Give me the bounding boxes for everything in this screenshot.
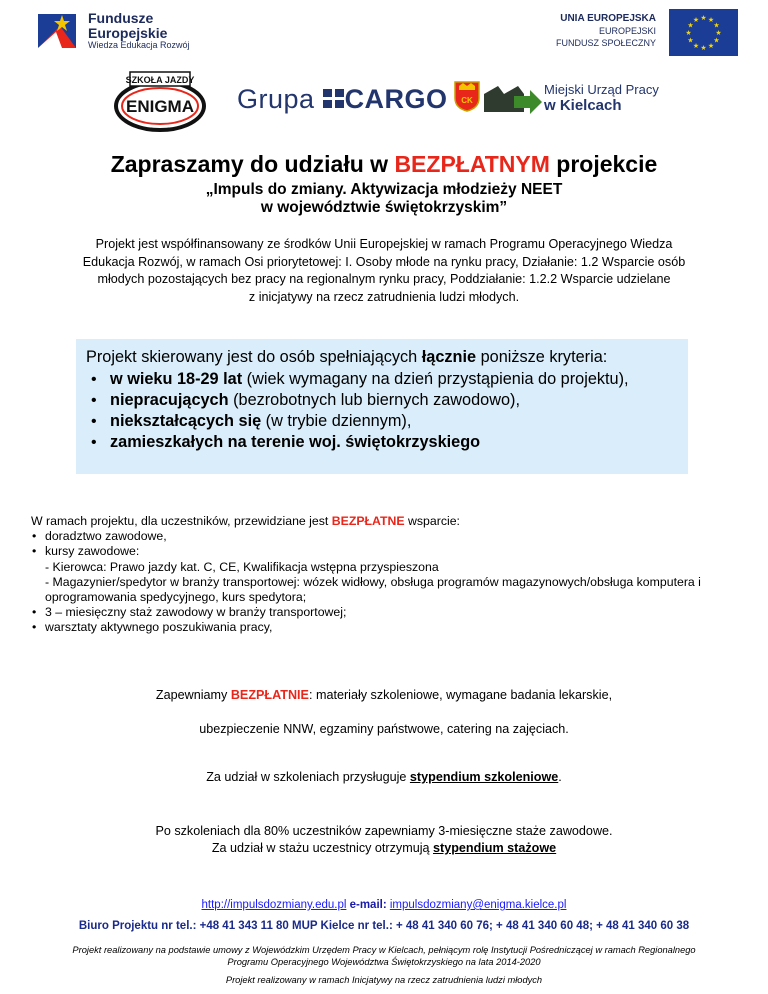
eu-star-icon: ★	[713, 37, 720, 45]
cargo-logo	[237, 84, 448, 115]
criteria-item-rest: (bezrobotnych lub biernych zawodowo),	[228, 391, 520, 409]
internship-line2a: Za udział w stażu uczestnicy otrzymują	[211, 841, 433, 855]
stipend-line	[0, 770, 768, 784]
footer-note	[0, 944, 768, 968]
criteria-lead-b: poniższe kryteria:	[476, 348, 608, 366]
ue-line3: FUNDUSZ SPOŁECZNY	[555, 38, 656, 48]
stipend-underlined: stypendium szkoleniowe	[409, 770, 559, 784]
criteria-item	[76, 432, 676, 453]
intro-line: Projekt jest współfinansowany ze środków Unii Europejskiej w ramach Programu Operacyjnego Wiedza	[95, 237, 673, 251]
eu-star-icon: ★	[700, 15, 707, 22]
support-section	[31, 514, 751, 636]
eu-star-icon: ★	[707, 17, 715, 24]
support-item: • doradztwo zawodowe,	[31, 529, 751, 544]
ck-text: CK	[461, 96, 473, 105]
title-part2: projekcie	[549, 151, 658, 177]
email-link[interactable]: impulsdozmiany@enigma.kielce.pl	[389, 899, 567, 911]
eu-star-icon: ★	[692, 43, 700, 50]
ue-line1: UNIA EUROPEJSKA	[560, 13, 656, 24]
enigma-name-text: ENIGMA	[126, 97, 194, 116]
support-lead-red: BEZPŁATNE	[331, 514, 405, 528]
subtitle-line2: w województwie świętokrzyskim”	[260, 199, 508, 216]
eu-star-icon: ★	[715, 30, 722, 37]
title-part1: Zapraszamy do udziału w	[110, 151, 395, 177]
criteria-lead-a: Projekt skierowany jest do osób spełniających	[86, 348, 422, 366]
intro-line: Edukacja Rozwój, w ramach Osi priorytetowej: I. Osoby młode na rynku pracy, Działanie: 1.2 Wsparcie osób	[82, 254, 686, 269]
fe-line2: Europejskie	[88, 25, 168, 41]
intro-line: z inicjatywy na rzecz zatrudnienia ludzi młodych.	[248, 289, 520, 304]
support-item: • 3 – miesięczny staż zawodowy w branży transportowej;	[31, 605, 751, 620]
page-title	[0, 151, 768, 178]
project-subtitle	[0, 181, 768, 217]
email-label: e-mail:	[346, 899, 390, 911]
eu-star-icon: ★	[687, 22, 694, 30]
criteria-item-rest: (w trybie dziennym),	[261, 412, 412, 430]
footer-initiative: Projekt realizowany w ramach Inicjatywy na rzecz zatrudnienia ludzi młodych	[225, 975, 543, 985]
eu-star-icon: ★	[700, 45, 707, 52]
title-highlight: BEZPŁATNYM	[394, 151, 550, 177]
mup-line2: w Kielcach	[544, 97, 622, 114]
intro-paragraph	[0, 236, 768, 306]
eu-star-icon: ★	[707, 43, 715, 50]
footer-line1: Projekt realizowany na podstawie umowy z Wojewódzkim Urzędem Pracy w Kielcach, pełniącym rolę Instytucji Pośredniczącej w ramach Regionalnego	[72, 945, 696, 955]
criteria-lead-bold: łącznie	[421, 348, 477, 366]
eu-star-icon: ★	[687, 37, 694, 45]
internship-line1: Po szkoleniach dla 80% uczestników zapewniamy 3-miesięczne staże zawodowe.	[155, 824, 613, 838]
eu-star-icon: ★	[713, 22, 720, 30]
ue-text	[556, 12, 656, 49]
mup-text	[544, 82, 659, 114]
ue-line2: EUROPEJSKI	[598, 26, 656, 36]
stipend-a: Za udział w szkoleniach przysługuje	[206, 770, 410, 784]
guarantee-a: Zapewniamy	[155, 688, 231, 702]
phone-numbers: Biuro Projektu nr tel.: +48 41 343 11 80 MUP Kielce nr tel.: + 48 41 340 60 76; + 48 41 340 60 48; + 48 41 340 60 38	[78, 920, 690, 932]
support-subitem: - Magazynier/spedytor w branży transportowej: wózek widłowy, obsługa programów magazynowych/obsługa komputera i oprogramowania spedycyjnego, kurs spedytora;	[45, 574, 701, 605]
cargo-prefix: Grupa	[237, 84, 315, 114]
eu-flag-icon	[669, 9, 738, 56]
support-lead	[31, 514, 751, 529]
criteria-item-bold: niepracujących	[110, 391, 229, 409]
support-lead-b: wsparcie:	[404, 514, 460, 528]
eu-star-icon: ★	[685, 30, 692, 37]
criteria-item	[76, 369, 676, 390]
support-subitem: - Kierowca: Prawo jazdy kat. C, CE, Kwalifikacja wstępna przyspieszona	[45, 559, 439, 574]
guarantee-line1	[0, 688, 768, 702]
support-item: • kursy zawodowe:	[31, 544, 751, 559]
internship-paragraph	[0, 823, 768, 857]
enigma-top-text: SZKOŁA JAZDY	[125, 75, 195, 85]
criteria-item	[76, 411, 676, 432]
guarantee-red: BEZPŁATNIE	[230, 688, 309, 702]
support-item: • warsztaty aktywnego poszukiwania pracy,	[31, 620, 751, 635]
mup-line1: Miejski Urząd Pracy	[544, 82, 659, 97]
cargo-name: CARGO	[344, 84, 448, 114]
intro-line: młodych pozostających bez pracy na regionalnym rynku pracy, Poddziałanie: 1.2.2 Wsparcie udzielane	[97, 272, 671, 286]
contact-line	[0, 899, 768, 911]
cargo-grid-icon	[323, 89, 345, 109]
criteria-item-bold: zamieszkałych na terenie woj. świętokrzyskiego	[110, 433, 481, 451]
criteria-list	[76, 369, 676, 453]
eu-star-icon: ★	[692, 17, 700, 24]
guarantee-line2: ubezpieczenie NNW, egzaminy państwowe, catering na zajęciach.	[199, 722, 569, 736]
kielce-crest-icon	[454, 80, 480, 112]
criteria-item-bold: w wieku 18-29 lat	[110, 370, 243, 388]
criteria-item-bold: niekształcących się	[110, 412, 262, 430]
criteria-item	[76, 390, 676, 411]
support-lead-a: W ramach projektu, dla uczestników, przewidziane jest	[31, 514, 332, 528]
website-link[interactable]: http://impulsdozmiany.edu.pl	[201, 899, 347, 911]
enigma-logo	[112, 66, 208, 134]
mup-arrow-icon	[484, 84, 542, 114]
guarantee-b: : materiały szkoleniowe, wymagane badania lekarskie,	[308, 688, 613, 702]
stipend-b: .	[558, 770, 562, 784]
footer-line2: Programu Operacyjnego Województwa Świętokrzyskiego na lata 2014-2020	[227, 957, 541, 967]
internship-underlined: stypendium stażowe	[433, 841, 557, 855]
fe-line3: Wiedza Edukacja Rozwój	[88, 40, 190, 50]
criteria-item-rest: (wiek wymagany na dzień przystąpienia do projektu),	[242, 370, 629, 388]
criteria-lead	[86, 348, 607, 367]
fe-line1: Fundusze	[88, 10, 154, 26]
fe-emblem-icon	[36, 10, 82, 52]
fundusze-europejskie-logo	[36, 10, 236, 52]
subtitle-line1: „Impuls do zmiany. Aktywizacja młodzieży NEET	[205, 181, 563, 198]
criteria-box	[76, 339, 688, 474]
